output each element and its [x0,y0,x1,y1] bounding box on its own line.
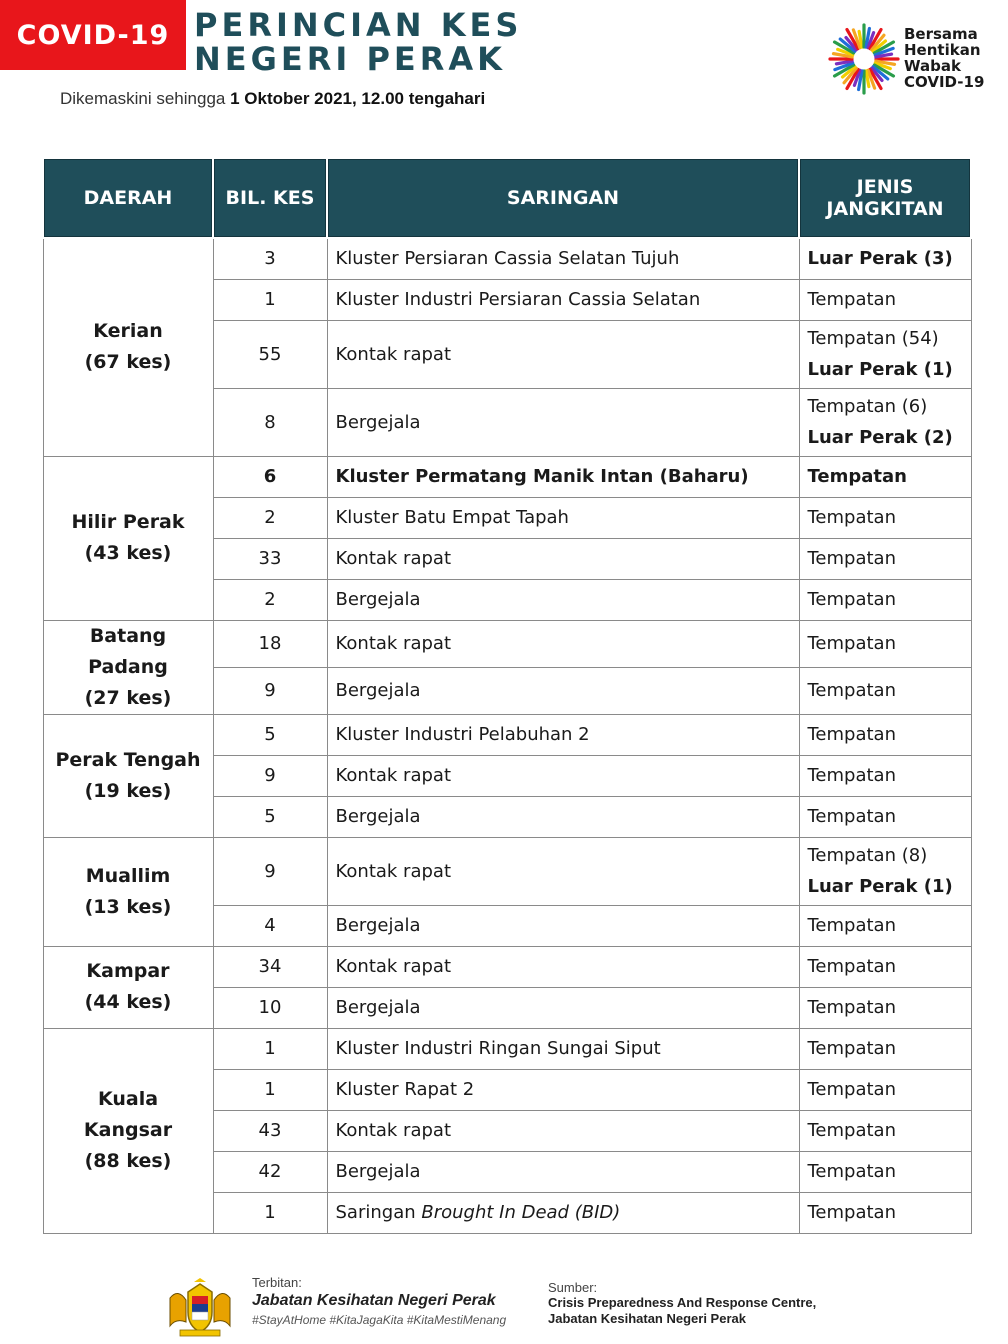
published-label: Terbitan: [252,1275,302,1290]
logo-line-1: Bersama [904,25,978,43]
infection-type-text: Luar Perak (3) [807,248,953,270]
table-row [43,714,971,755]
screening-cell [327,1110,799,1151]
screening-text: Kluster Rapat 2 [335,1079,475,1100]
infection-type-cell [799,755,971,796]
header-jenis-jangkitan [799,158,971,238]
screening-text: Bergejala [335,411,421,433]
screening-cell [327,579,799,620]
infection-type-cell [799,579,971,620]
logo-line-4: COVID-19 [904,73,985,91]
infection-type-text: Tempatan (54) [807,328,939,349]
case-count-cell: 10 [213,987,327,1028]
source-line-2: Jabatan Kesihatan Negeri Perak [548,1311,746,1326]
case-count-cell: 3 [213,238,327,279]
header-bil-kes: BIL. KES [213,158,327,238]
infection-type-text: Tempatan (8) [807,845,928,866]
case-count-cell: 42 [213,1151,327,1192]
infection-type-text: Tempatan [807,765,896,786]
screening-cell [327,388,799,456]
case-count-cell: 1 [213,1028,327,1069]
screening-text: Kontak rapat [335,633,452,654]
district-total: (67 kes) [84,351,172,374]
screening-cell [327,946,799,987]
district-name: Muallim [85,864,171,887]
infection-type-text: Tempatan [807,289,896,310]
header-saringan: SARINGAN [327,158,799,238]
infection-type-text: Tempatan [807,1161,896,1182]
screening-cell [327,667,799,714]
infection-type-text: Luar Perak (2) [807,427,953,448]
screening-text: Kluster Industri Persiaran Cassia Selatan [335,289,701,310]
update-date: 1 Oktober 2021, 12.00 tengahari [230,89,486,108]
infection-type-text: Tempatan [807,1079,896,1100]
screening-cell [327,620,799,667]
infection-type-cell [799,1069,971,1110]
covid-badge: COVID-19 [0,0,186,70]
infection-type-cell [799,837,971,905]
infection-type-cell [799,796,971,837]
screening-text: Kontak rapat [335,956,452,977]
case-count-cell: 1 [213,279,327,320]
infection-type-cell [799,667,971,714]
case-count-cell: 5 [213,714,327,755]
screening-text: Kluster Persiaran Cassia Selatan Tujuh [335,248,680,270]
case-count-cell: 5 [213,796,327,837]
screening-text: Bergejala [335,589,421,610]
infection-type-text: Tempatan [807,1202,896,1223]
infection-type-cell [799,905,971,946]
screening-text: Kluster Batu Empat Tapah [335,507,569,528]
district-name: Batang Padang [88,624,168,678]
header-daerah: DAERAH [43,158,213,238]
hashtags: #StayAtHome #KitaJagaKita #KitaMestiMenang [252,1313,507,1327]
case-count-cell: 4 [213,905,327,946]
source-block [548,1280,816,1327]
case-count-cell: 55 [213,320,327,388]
district-cell [43,714,213,837]
infection-type-cell [799,1110,971,1151]
screening-text: Kluster Industri Pelabuhan 2 [335,724,590,745]
screening-cell [327,714,799,755]
screening-cell [327,456,799,497]
case-count-cell: 2 [213,497,327,538]
campaign-logo [826,18,1002,100]
district-total: (43 kes) [84,542,172,564]
screening-cell [327,837,799,905]
screening-text: Bergejala [335,997,421,1018]
screening-cell [327,905,799,946]
table-row [43,837,971,905]
district-cell [43,456,213,620]
page-title [194,8,522,76]
infection-type-cell [799,946,971,987]
screening-cell [327,796,799,837]
infection-type-cell [799,1151,971,1192]
infection-type-cell [799,497,971,538]
screening-cell [327,320,799,388]
district-cell [43,837,213,946]
infection-type-cell [799,1028,971,1069]
infection-type-cell [799,987,971,1028]
case-count-cell: 43 [213,1110,327,1151]
screening-text: Kontak rapat [335,343,452,365]
case-count-cell: 9 [213,667,327,714]
infection-type-text: Tempatan [807,507,896,528]
screening-text: Kontak rapat [335,860,452,882]
infection-type-cell [799,1192,971,1233]
infection-type-text: Tempatan [807,633,896,654]
infection-type-text: Luar Perak (1) [807,876,953,897]
case-count-cell: 8 [213,388,327,456]
screening-text: Kontak rapat [335,765,452,786]
infection-type-text: Tempatan [807,1038,896,1059]
sunburst-logo-icon [826,18,902,100]
infection-type-text: Tempatan [807,466,907,487]
screening-text: Kontak rapat [335,548,452,569]
header-jenis-line-2: JANGKITAN [826,198,944,220]
screening-cell [327,987,799,1028]
district-total: (13 kes) [84,895,172,918]
title-line-1: PERINCIAN KES [194,6,523,44]
state-crest-icon [160,1278,240,1338]
screening-text: Kluster Industri Ringan Sungai Siput [335,1038,661,1059]
infection-type-cell [799,388,971,456]
screening-cell [327,1069,799,1110]
infection-type-cell [799,538,971,579]
logo-line-2: Hentikan [904,41,981,59]
table-row [43,456,971,497]
infection-type-text: Tempatan (6) [807,396,928,417]
district-total: (88 kes) [84,1150,172,1172]
district-cell [43,946,213,1028]
logo-line-3: Wabak [904,57,961,75]
table-row [43,946,971,987]
infection-type-text: Tempatan [807,997,896,1018]
screening-text: Bergejala [335,806,421,827]
case-count-cell: 33 [213,538,327,579]
district-name: Kerian [93,320,163,343]
screening-cell [327,538,799,579]
table-header-row [43,158,971,238]
infection-type-text: Tempatan [807,589,896,610]
infection-type-cell [799,238,971,279]
infection-type-cell [799,714,971,755]
infection-type-cell [799,456,971,497]
screening-text-italic: Brought In Dead (BID) [421,1202,621,1223]
table-row [43,1028,971,1069]
case-breakdown-table [42,157,972,1234]
screening-text: Bergejala [335,915,421,936]
case-count-cell: 1 [213,1192,327,1233]
screening-cell [327,755,799,796]
district-name: Hilir Perak [71,511,185,533]
infection-type-text: Tempatan [807,806,896,827]
infection-type-cell [799,279,971,320]
case-count-cell: 2 [213,579,327,620]
source-label: Sumber: [548,1280,598,1295]
case-count-cell: 6 [213,456,327,497]
screening-cell [327,1151,799,1192]
screening-text: Bergejala [335,1161,421,1182]
district-cell [43,620,213,714]
district-total: (27 kes) [84,686,172,709]
case-count-cell: 1 [213,1069,327,1110]
infection-type-text: Tempatan [807,724,896,745]
district-total: (19 kes) [84,779,172,802]
screening-text: Kluster Permatang Manik Intan (Baharu) [335,466,749,487]
update-prefix: Dikemaskini sehingga [60,89,231,108]
district-cell [43,1028,213,1233]
screening-text: Bergejala [335,680,421,701]
district-name: Kuala Kangsar [83,1088,173,1141]
infection-type-cell [799,320,971,388]
campaign-logo-text [904,26,984,90]
infection-type-text: Luar Perak (1) [807,359,953,380]
infection-type-text: Tempatan [807,956,896,977]
district-name: Kampar [86,960,170,982]
screening-cell [327,1028,799,1069]
screening-cell [327,238,799,279]
case-count-cell: 34 [213,946,327,987]
screening-text: Saringan [335,1202,422,1223]
district-cell [43,238,213,456]
screening-cell [327,279,799,320]
title-line-2: NEGERI PERAK [194,40,506,78]
table-row [43,620,971,667]
case-count-cell: 18 [213,620,327,667]
screening-text: Kontak rapat [335,1120,452,1141]
table-row [43,238,971,279]
screening-cell [327,497,799,538]
update-timestamp [60,89,485,109]
infection-type-text: Tempatan [807,680,896,701]
screening-cell [327,1192,799,1233]
case-count-cell: 9 [213,755,327,796]
publisher-block [252,1275,506,1327]
case-count-cell: 9 [213,837,327,905]
publisher-name: Jabatan Kesihatan Negeri Perak [252,1292,496,1309]
infection-type-cell [799,620,971,667]
header-jenis-line-1: JENIS [856,176,914,198]
infection-type-text: Tempatan [807,548,896,569]
source-line-1: Crisis Preparedness And Response Centre, [548,1295,817,1310]
infection-type-text: Tempatan [807,915,896,936]
district-total: (44 kes) [84,991,172,1013]
district-name: Perak Tengah [55,748,201,771]
infection-type-text: Tempatan [807,1120,896,1141]
